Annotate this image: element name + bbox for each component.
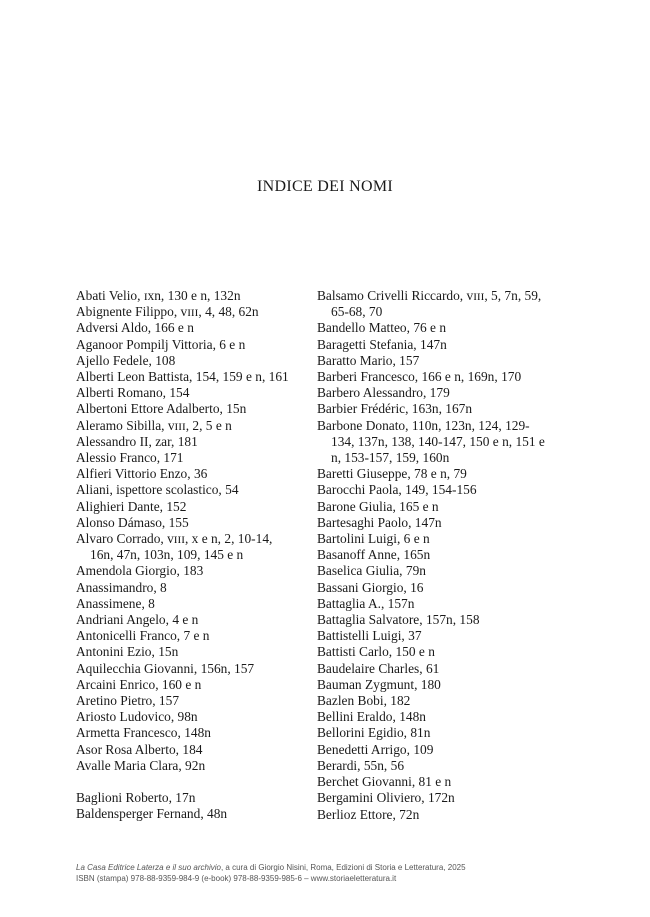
index-entry: Adversi Aldo, 166 e n: [76, 320, 194, 336]
index-entry: Berardi, 55n, 56: [317, 757, 405, 773]
index-entry: Bellorini Egidio, 81n: [317, 725, 431, 741]
index-entry: Barone Giulia, 165 e n: [317, 498, 439, 514]
index-entry: Alberti Leon Battista, 154, 159 e n, 161: [76, 369, 289, 385]
index-entry: Barbero Alessandro, 179: [317, 385, 450, 401]
index-entry: Antonicelli Franco, 7 e n: [76, 628, 210, 644]
index-entry: Battistelli Luigi, 37: [317, 628, 422, 644]
index-entry: Barberi Francesco, 166 e n, 169n, 170: [317, 369, 522, 385]
index-entry: Basanoff Anne, 165n: [317, 547, 431, 563]
index-entry: Baselica Giulia, 79n: [317, 563, 426, 579]
index-entry: Barbone Donato, 110n, 123n, 124, 129-134, 137n, 138, 140-147, 150 e n, 151 e n, 153-157, 159, 160n: [317, 417, 545, 466]
index-entry: Berlioz Ettore, 72n: [317, 806, 420, 822]
index-entry: Battisti Carlo, 150 e n: [317, 644, 435, 660]
index-entry: Baratto Mario, 157: [317, 352, 420, 368]
index-entry: Alonso Dámaso, 155: [76, 514, 189, 530]
index-entry: Ajello Fedele, 108: [76, 352, 176, 368]
index-entry: Antonini Ezio, 15n: [76, 644, 179, 660]
index-entry: Amendola Giorgio, 183: [76, 563, 204, 579]
index-entry: Alberti Romano, 154: [76, 385, 190, 401]
index-entry: Andriani Angelo, 4 e n: [76, 612, 199, 628]
index-entry: Alessandro II, zar, 181: [76, 433, 198, 449]
index-entry: Baretti Giuseppe, 78 e n, 79: [317, 466, 467, 482]
footer-citation: [76, 862, 576, 873]
index-entry: Alfieri Vittorio Enzo, 36: [76, 466, 208, 482]
index-entry: Alessio Franco, 171: [76, 450, 184, 466]
index-entry: Abignente Filippo, ᴠɪɪɪ, 4, 48, 62n: [76, 304, 259, 320]
index-entry: Baudelaire Charles, 61: [317, 660, 440, 676]
index-entry: Anassimene, 8: [76, 595, 155, 611]
index-entry: Bandello Matteo, 76 e n: [317, 320, 447, 336]
index-entry: Baglioni Roberto, 17n: [76, 790, 196, 806]
index-entry: Aleramo Sibilla, ᴠɪɪɪ, 2, 5 e n: [76, 417, 232, 433]
index-entry: Balsamo Crivelli Riccardo, ᴠɪɪɪ, 5, 7n, 59, 65-68, 70: [317, 288, 542, 320]
index-entry: Battaglia Salvatore, 157n, 158: [317, 612, 480, 628]
index-column-left: [76, 288, 298, 823]
index-entry: Ariosto Ludovico, 98n: [76, 709, 198, 725]
footer-isbn: ISBN (stampa) 978-88-9359-984-9 (e-book) 978-88-9359-985-6 – www.storiaeletteratura.it: [76, 874, 397, 883]
footer-book-title: La Casa Editrice Laterza e il suo archivio: [76, 863, 221, 872]
index-entry: Aquilecchia Giovanni, 156n, 157: [76, 660, 255, 676]
page-title: INDICE DEI NOMI: [256, 178, 394, 195]
index-column-right: [317, 288, 549, 823]
index-entry: Alighieri Dante, 152: [76, 498, 187, 514]
index-entry: Abati Velio, ɪxn, 130 e n, 132n: [76, 288, 241, 303]
index-entry: Asor Rosa Alberto, 184: [76, 741, 203, 757]
index-entry: Baldensperger Fernand, 48n: [76, 806, 228, 822]
index-entry: Barbier Frédéric, 163n, 167n: [317, 401, 473, 417]
letter-gap: [76, 774, 298, 790]
index-entry: Armetta Francesco, 148n: [76, 725, 211, 741]
index-entry: Alvaro Corrado, ᴠɪɪɪ, x e n, 2, 10-14, 16n, 47n, 103n, 109, 145 e n: [76, 531, 273, 563]
index-entry: Benedetti Arrigo, 109: [317, 741, 434, 757]
index-entry: Bartesaghi Paolo, 147n: [317, 514, 442, 530]
index-entry: Aganoor Pompilj Vittoria, 6 e n: [76, 336, 246, 352]
index-entry: Bassani Giorgio, 16: [317, 579, 424, 595]
index-entry: Aliani, ispettore scolastico, 54: [76, 482, 239, 498]
index-entry: Battaglia A., 157n: [317, 595, 415, 611]
index-entry: Avalle Maria Clara, 92n: [76, 757, 206, 773]
index-entry: Anassimandro, 8: [76, 579, 167, 595]
index-entry: Bellini Eraldo, 148n: [317, 709, 426, 725]
index-entry: Albertoni Ettore Adalberto, 15n: [76, 401, 247, 417]
index-entry: Bauman Zygmunt, 180: [317, 676, 441, 692]
index-entry: Arcaini Enrico, 160 e n: [76, 676, 202, 692]
index-entry: Barocchi Paola, 149, 154-156: [317, 482, 477, 498]
index-entry: Baragetti Stefania, 147n: [317, 336, 447, 352]
index-entry: Aretino Pietro, 157: [76, 693, 180, 709]
footer-publisher: , a cura di Giorgio Nisini, Roma, Edizioni di Storia e Letteratura, 2025: [220, 863, 466, 872]
index-entry: Bergamini Oliviero, 172n: [317, 790, 455, 806]
index-entry: Berchet Giovanni, 81 e n: [317, 774, 452, 790]
index-entry: Bartolini Luigi, 6 e n: [317, 531, 430, 547]
index-entry: Bazlen Bobi, 182: [317, 693, 411, 709]
